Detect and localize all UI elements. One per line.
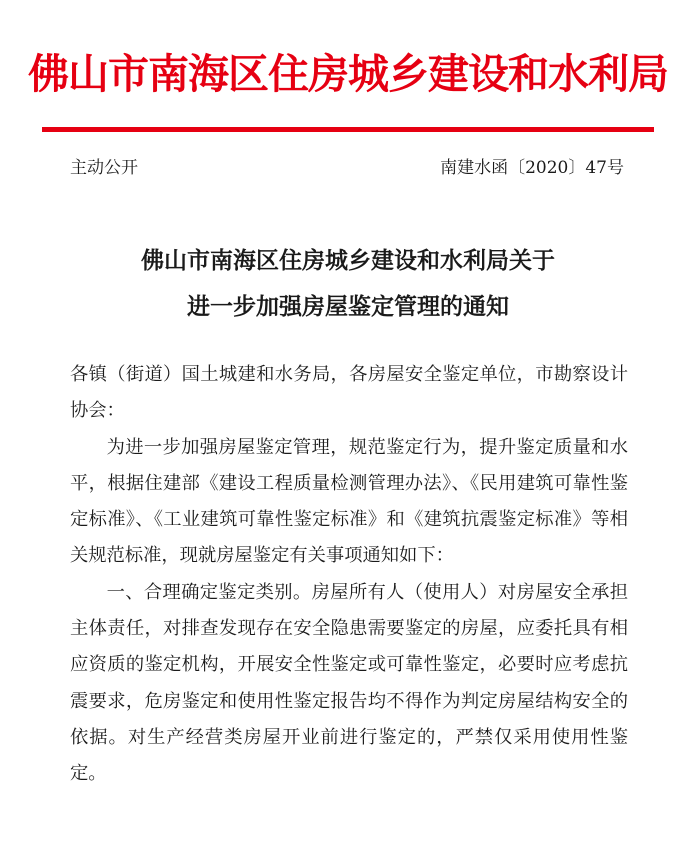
salutation: 各镇（街道）国土城建和水务局，各房屋安全鉴定单位，市勘察设计协会：	[70, 364, 628, 422]
document-title-line-2: 进一步加强房屋鉴定管理的通知	[187, 293, 509, 320]
document-number: 南建水函〔2020〕47号	[440, 158, 624, 178]
masthead-title: 佛山市南海区住房城乡建设和水利局	[28, 50, 668, 98]
disclosure-label: 主动公开	[70, 158, 138, 178]
document-title-line-1: 佛山市南海区住房城乡建设和水利局关于	[141, 247, 555, 274]
document-title	[0, 238, 696, 330]
masthead-divider	[42, 127, 654, 132]
document-body	[70, 357, 628, 793]
body-paragraph-1: 为进一步加强房屋鉴定管理，规范鉴定行为，提升鉴定质量和水平，根据住建部《建设工程质量检测管理办法》、《民用建筑可靠性鉴定标准》、《工业建筑可靠性鉴定标准》和《建筑抗震鉴定标准》等相关规范标准，现就房屋鉴定有关事项通知如下：	[70, 436, 628, 567]
body-paragraph-2: 一、合理确定鉴定类别。房屋所有人（使用人）对房屋安全承担主体责任，对排查发现存在安全隐患需要鉴定的房屋，应委托具有相应资质的鉴定机构，开展安全性鉴定或可靠性鉴定，必要时应考虑抗震要求，危房鉴定和使用性鉴定报告均不得作为判定房屋结构安全的依据。对生产经营类房屋开业前进行鉴定的，严禁仅采用使用性鉴定。	[70, 581, 628, 785]
